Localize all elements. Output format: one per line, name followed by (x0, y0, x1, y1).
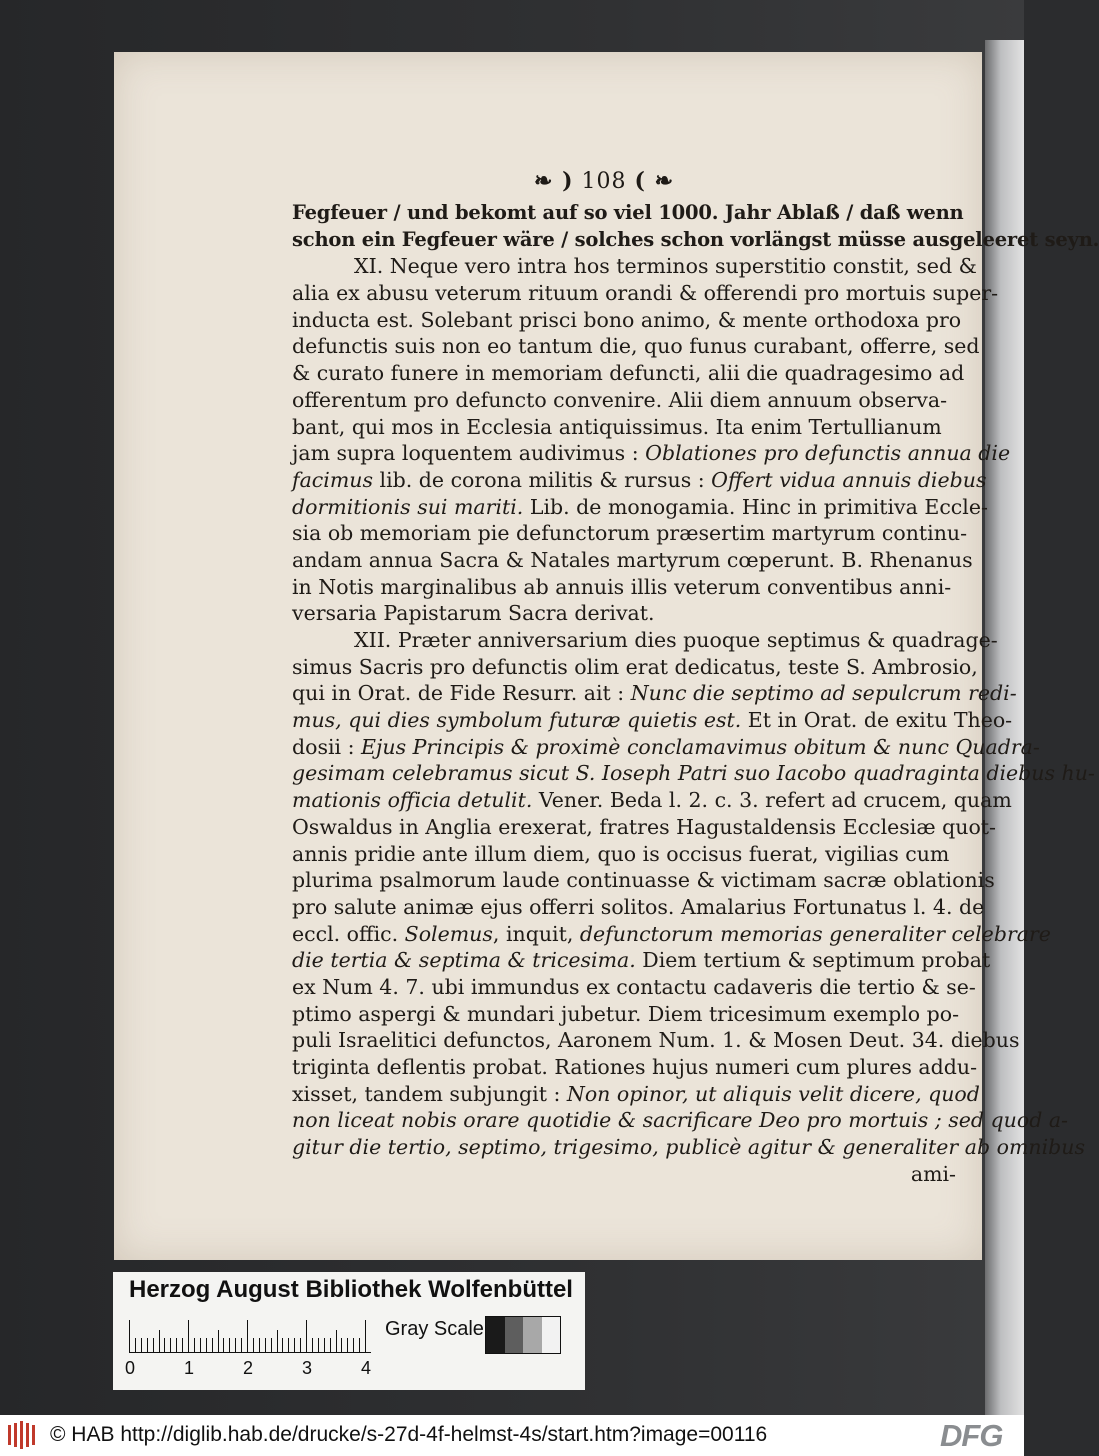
footer-bar (0, 1415, 1024, 1456)
ruler-tick (241, 1338, 242, 1352)
text-line (292, 494, 988, 521)
text-span: Oswaldus in Anglia erexerat, fratres Hagustaldensis Ecclesiæ quot- (292, 814, 996, 839)
text-line (292, 760, 1095, 787)
text-line (292, 253, 977, 280)
ruler-tick (164, 1338, 165, 1352)
ruler-tick (218, 1330, 219, 1352)
gray-scale-label: Gray Scale (385, 1318, 484, 1340)
text-line (292, 387, 956, 414)
ruler-tick (365, 1320, 366, 1352)
ruler-tick (353, 1338, 354, 1352)
ruler-tick (288, 1338, 289, 1352)
text-line (292, 787, 1012, 814)
text-span: offerentum pro defuncto convenire. Alii diem annuum observa- (292, 387, 948, 412)
ruler-tick (282, 1338, 283, 1352)
text-span: xisset, tandem subjungit : (292, 1081, 567, 1106)
italic-text: Oblationes pro defunctis annua die (645, 441, 1011, 466)
text-span: XI. Neque vero intra hos terminos superstitio constit, sed & (354, 254, 977, 279)
italic-text: die tertia & septima & tricesima. (292, 948, 636, 973)
text-line (292, 1054, 977, 1081)
italic-text: mationis officia detulit. (292, 788, 533, 813)
text-span: sia ob memoriam pie defunctorum præsertim martyrum continu- (292, 521, 968, 546)
ruler-tick (159, 1330, 160, 1352)
text-line (292, 1134, 1085, 1161)
page-text (292, 200, 1099, 1187)
text-line (292, 1081, 980, 1108)
text-line (292, 974, 976, 1001)
text-line (292, 1001, 960, 1028)
text-span: ex Num 4. 7. ubi immundus ex contactu cadaveris die tertio & se- (292, 974, 976, 999)
text-span: pro salute animæ ejus offerri solitos. Amalarius Fortunatus l. 4. de (292, 894, 985, 919)
text-line (292, 200, 964, 227)
text-line (292, 867, 995, 894)
text-line (292, 894, 985, 921)
text-line (292, 841, 956, 868)
italic-text: Nunc die septimo ad sepulcrum redi- (630, 681, 1017, 706)
text-line (292, 654, 978, 681)
text-span: puli Israelitici defunctos, Aaronem Num. 1. & Mosen Deut. 34. diebus (292, 1028, 1020, 1053)
page-header (534, 168, 714, 194)
text-span: ami- (910, 1161, 956, 1186)
ruler-tick (271, 1338, 272, 1352)
text-span: ptimo aspergi & mundari jubetur. Diem tricesimum exemplo po- (292, 1001, 960, 1026)
ruler-tick (259, 1338, 260, 1352)
swatch-light-gray (523, 1317, 542, 1353)
text-span: versaria Papistarum Sacra derivat. (292, 601, 655, 626)
italic-text: dormitionis sui mariti. (292, 494, 524, 519)
text-line (292, 414, 956, 441)
ruler-tick (336, 1330, 337, 1352)
text-span: , inquit, (492, 921, 580, 946)
text-span: Et in Orat. de exitu Theo- (741, 708, 1013, 733)
text-line (292, 707, 1013, 734)
text-span: bant, qui mos in Ecclesia antiquissimus. Ita enim Tertullianum (292, 414, 942, 439)
ruler-tick (312, 1338, 313, 1352)
text-line (292, 734, 1040, 761)
text-span: defunctis suis non eo tantum die, quo funus curabant, offerre, sed (292, 334, 980, 359)
ruler-tick (135, 1338, 136, 1352)
text-span: triginta deflentis probat. Rationes hujus numeri cum plures addu- (292, 1055, 977, 1079)
text-line (292, 307, 962, 334)
text-line (292, 627, 998, 654)
ruler-tick (306, 1320, 307, 1352)
text-line (292, 547, 973, 574)
text-span: & curato funere in memoriam defuncti, alii die quadragesimo ad (292, 361, 965, 386)
ruler-tick (318, 1338, 319, 1352)
library-title: Herzog August Bibliothek Wolfenbüttel (129, 1276, 573, 1303)
ruler-tick (324, 1338, 325, 1352)
text-span: Vener. Beda l. 2. c. 3. refert ad crucem, quam (532, 788, 1012, 813)
ruler-tick (235, 1338, 236, 1352)
text-line (292, 520, 968, 547)
italic-text: Ejus Principis & proximè conclamavimus obitum & nunc Quadra- (361, 734, 1040, 759)
ruler-tick (347, 1338, 348, 1352)
text-span: XII. Præter anniversarium dies puoque septimus & quadrage- (354, 628, 998, 652)
hab-logo-icon (8, 1421, 38, 1449)
ruler-tick (194, 1338, 195, 1352)
ruler-tick (223, 1338, 224, 1352)
ruler-tick (147, 1338, 148, 1352)
text-span: Lib. de monogamia. Hinc in primitiva Eccle- (523, 494, 988, 519)
library-label (113, 1272, 585, 1390)
ruler-tick (170, 1338, 171, 1352)
text-span: alia ex abusu veterum rituum orandi & offerendi pro mortuis super- (292, 281, 999, 306)
ruler-tick (253, 1338, 254, 1352)
text-span: dosii : (292, 734, 362, 759)
italic-text: gitur die tertio, septimo, trigesimo, publicè agitur & generaliter ab omnibus (292, 1135, 1085, 1160)
header-left-ornament: ❧ ) (534, 168, 574, 194)
ruler-tick (247, 1320, 248, 1352)
italic-text: defunctorum memorias generaliter celebrare (579, 921, 1051, 946)
italic-text: Non opinor, ut aliquis velit dicere, quod (566, 1081, 980, 1106)
text-line (292, 680, 1017, 707)
italic-text: mus, qui dies symbolum futuræ quietis est. (292, 708, 742, 733)
text-line (292, 440, 1011, 467)
ruler-number: 4 (361, 1358, 372, 1378)
ruler-tick (182, 1338, 183, 1352)
ruler-tick (176, 1338, 177, 1352)
text-span: inducta est. Solebant prisci bono animo, & mente orthodoxa pro (292, 307, 962, 332)
swatch-white (542, 1317, 561, 1353)
italic-text: Offert vidua annuis diebus (711, 467, 987, 492)
text-span: annis pridie ante illum diem, quo is occisus fuerat, vigilias cum (292, 841, 950, 866)
ruler-tick (330, 1338, 331, 1352)
text-line (292, 574, 956, 601)
text-span: Diem tertium & septimum probat (635, 948, 991, 973)
swatch-black (486, 1317, 505, 1353)
ruler-tick (153, 1338, 154, 1352)
ruler-tick (294, 1338, 295, 1352)
italic-text: non liceat nobis orare quotidie & sacrificare Deo pro mortuis ; sed quod a- (292, 1108, 1068, 1133)
text-line (292, 600, 956, 627)
gray-scale-swatches (485, 1316, 561, 1354)
ruler-number: 1 (184, 1358, 195, 1378)
italic-text: gesimam celebramus sicut S. Ioseph Patri suo Iacobo quadraginta diebus hu- (292, 761, 1095, 786)
footer-link[interactable]: © HAB http://diglib.hab.de/drucke/s-27d-4f-helmst-4s/start.htm?image=00116 (50, 1423, 768, 1446)
ruler-tick (212, 1338, 213, 1352)
text-line (292, 814, 996, 841)
dfg-logo: DFG (940, 1418, 1003, 1453)
text-line (292, 467, 987, 494)
italic-text: Solemus (404, 921, 493, 946)
text-span: qui in Orat. de Fide Resurr. ait : (292, 681, 631, 706)
ruler-number: 3 (302, 1358, 313, 1378)
header-right-ornament: ( ❧ (634, 168, 675, 194)
ruler-number: 0 (125, 1358, 136, 1378)
text-span: andam annua Sacra & Natales martyrum cœperunt. B. Rhenanus (292, 547, 973, 572)
text-line (292, 947, 991, 974)
text-line (292, 360, 965, 387)
italic-text: facimus (292, 467, 374, 492)
ruler-tick (265, 1338, 266, 1352)
text-span: simus Sacris pro defunctis olim erat dedicatus, teste S. Ambrosio, (292, 654, 978, 679)
ruler-tick (129, 1320, 130, 1352)
text-span: lib. de corona militis & rursus : (373, 467, 712, 492)
ruler-tick (229, 1338, 230, 1352)
ruler-tick (277, 1330, 278, 1352)
ruler-tick (359, 1338, 360, 1352)
text-line (292, 1027, 1020, 1054)
ruler-tick (188, 1320, 189, 1352)
text-span: in Notis marginalibus ab annuis illis veterum conventibus anni- (292, 574, 952, 599)
text-line (292, 227, 1099, 254)
page-number: 108 (581, 169, 627, 194)
text-span: Fegfeuer / und bekomt auf so viel 1000. Jahr Ablaß / daß wenn (292, 201, 964, 224)
text-span: jam supra loquentem audivimus : (292, 441, 646, 466)
text-line (292, 1161, 956, 1188)
ruler-number: 2 (243, 1358, 254, 1378)
ruler-tick (206, 1338, 207, 1352)
text-span: schon ein Fegfeuer wäre / solches schon vorlängst müsse ausgeleeret seyn. (292, 227, 1099, 251)
ruler-tick (200, 1338, 201, 1352)
text-line (292, 1107, 1068, 1134)
text-span: eccl. offic. (292, 921, 405, 946)
ruler-tick (341, 1338, 342, 1352)
ruler-tick (300, 1338, 301, 1352)
swatch-dark-gray (505, 1317, 524, 1353)
text-line (292, 333, 980, 360)
scale-ruler (129, 1318, 371, 1353)
text-line (292, 280, 999, 307)
ruler-tick (141, 1338, 142, 1352)
text-line (292, 921, 1051, 948)
text-span: plurima psalmorum laude continuasse & victimam sacræ oblationis (292, 868, 995, 893)
